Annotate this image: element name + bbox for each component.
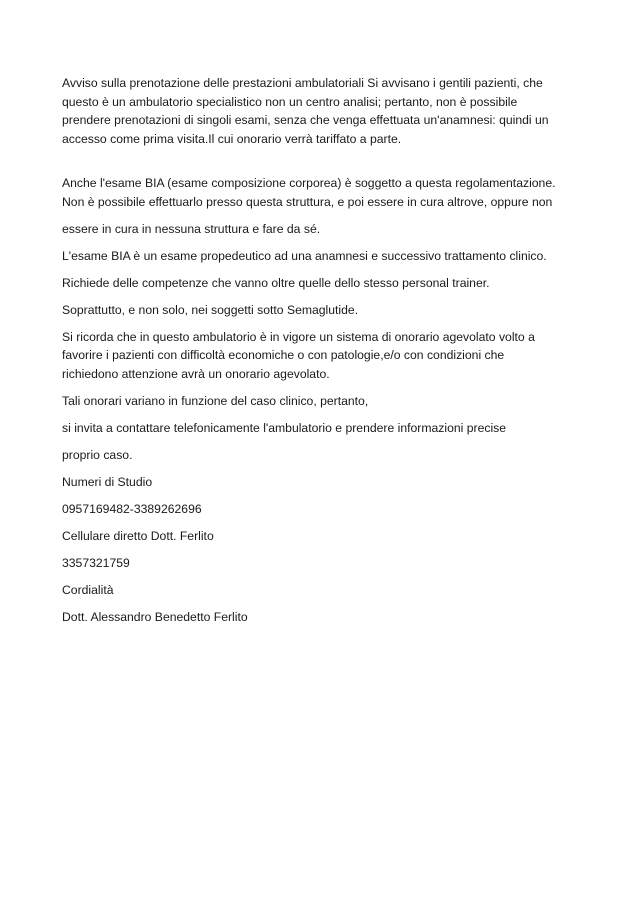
bia-paragraph	[62, 174, 572, 211]
signature: Dott. Alessandro Benedetto Ferlito	[62, 609, 248, 624]
closing: Cordialità	[62, 582, 114, 597]
mobile-phone-number: 3357321759	[62, 555, 130, 570]
text-paragraph: Soprattutto, e non solo, nei soggetti sotto Semaglutide.	[62, 302, 359, 317]
mobile-label: Cellulare diretto Dott. Ferlito	[62, 528, 214, 543]
text-line: questo è un ambulatorio specialistico non un centro analisi; pertanto, non è possibile	[62, 94, 518, 109]
text-paragraph: essere in cura in nessuna struttura e fare da sé.	[62, 221, 321, 236]
document-page	[62, 74, 572, 626]
text-line: accesso come prima visita.Il cui onorario verrà tariffato a parte.	[62, 131, 402, 146]
text-line: favorire i pazienti con difficoltà economiche o con patologie,e/o con condizioni che	[62, 348, 505, 362]
text-line: richiedono attenzione avrà un onorario agevolato.	[62, 366, 330, 381]
studio-phone-numbers: 0957169482-3389262696	[62, 501, 202, 516]
studio-numbers-label: Numeri di Studio	[62, 474, 153, 489]
text-paragraph: Richiede delle competenze che vanno oltre quelle dello stesso personal trainer.	[62, 275, 490, 290]
text-line: Si ricorda che in questo ambulatorio è in vigore un sistema di onorario agevolato volto a	[62, 329, 535, 344]
notice-paragraph	[62, 74, 572, 148]
text-paragraph: L'esame BIA è un esame propedeutico ad una anamnesi e successivo trattamento clinico.	[62, 248, 547, 263]
text-paragraph: si invita a contattare telefonicamente l'ambulatorio e prendere informazioni precise	[62, 420, 507, 435]
text-paragraph: Tali onorari variano in funzione del caso clinico, pertanto,	[62, 393, 369, 408]
text-paragraph: proprio caso.	[62, 447, 133, 462]
text-line: Anche l'esame BIA (esame composizione corporea) è soggetto a questa regolamentazione.	[62, 176, 556, 190]
text-line: Avviso sulla prenotazione delle prestazioni ambulatoriali Si avvisano i gentili pazienti, che	[62, 76, 543, 90]
text-line: prendere prenotazioni di singoli esami, senza che venga effettuata un'anamnesi: quindi un	[62, 113, 549, 127]
text-line: Non è possibile effettuarlo presso questa struttura, e poi essere in cura altrove, oppure non	[62, 194, 553, 209]
fee-paragraph	[62, 328, 572, 384]
